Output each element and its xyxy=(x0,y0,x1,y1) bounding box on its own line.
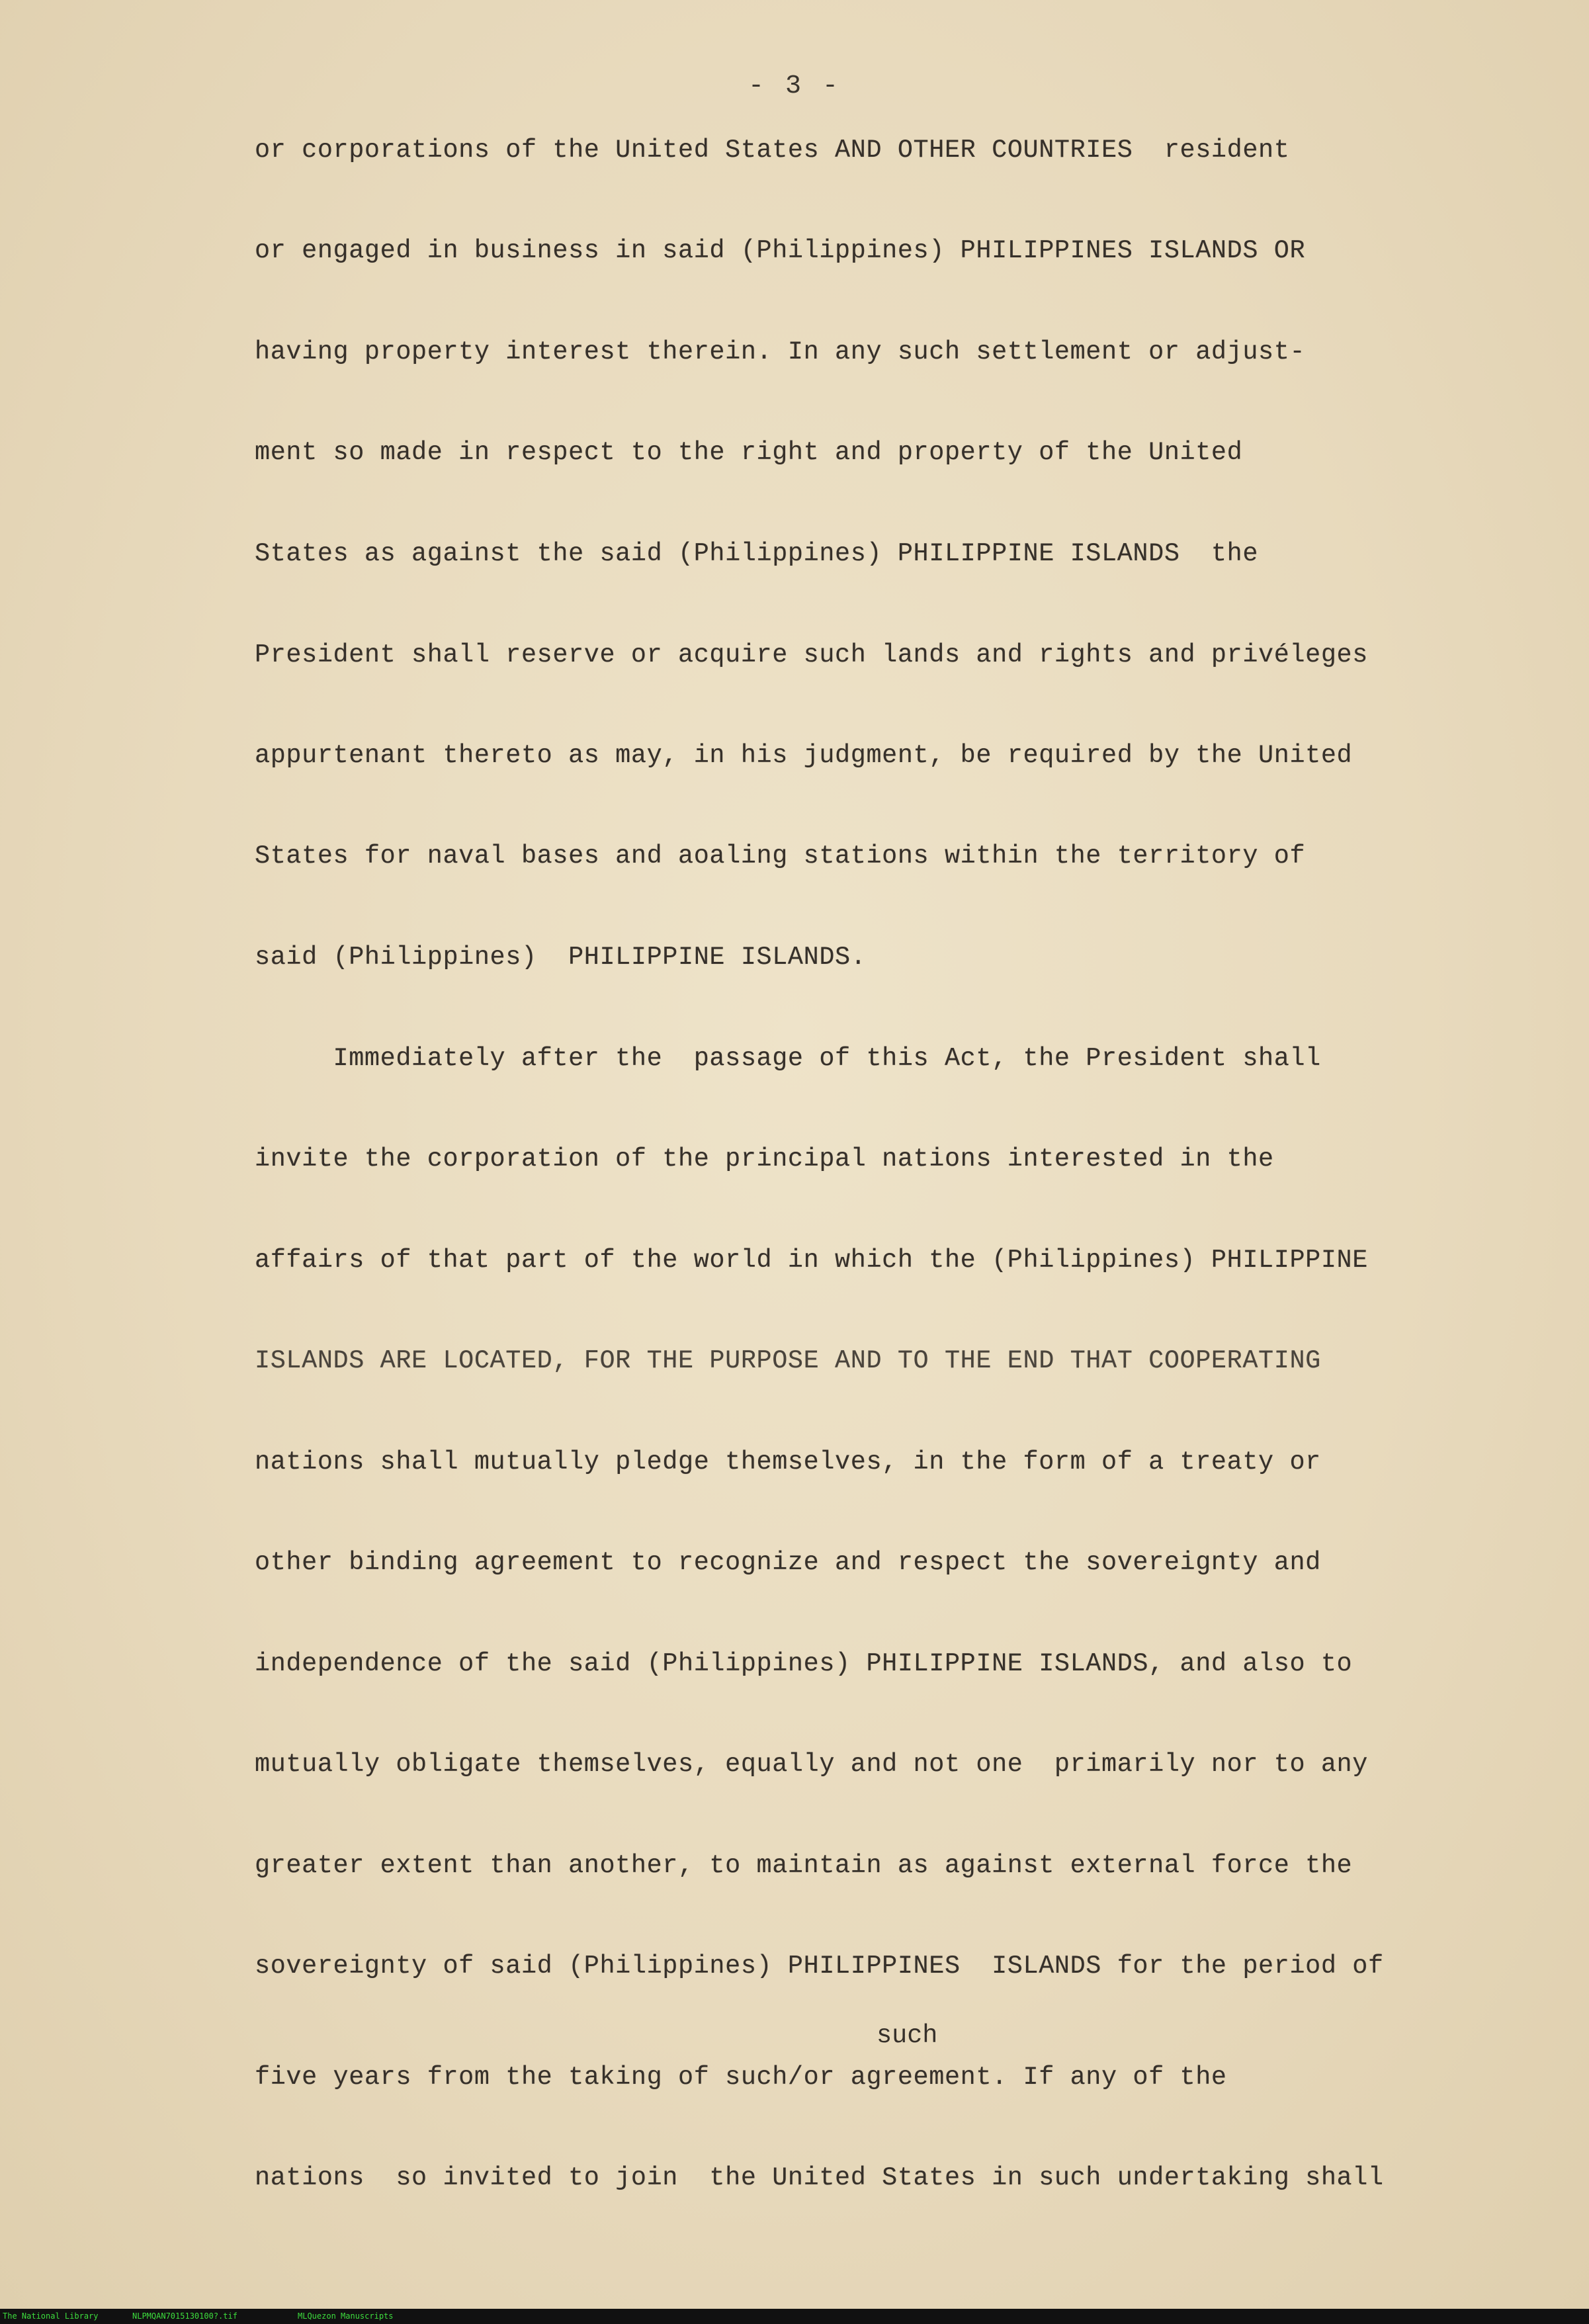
text-line: nations so invited to join the United States in such undertaking shall xyxy=(255,2163,1384,2192)
scan-footer-bar xyxy=(0,2309,1589,2324)
text-line: other binding agreement to recognize and respect the sovereignty and xyxy=(255,1548,1321,1577)
text-line: said (Philippines) PHILIPPINE ISLANDS. xyxy=(255,943,867,972)
text-line: having property interest therein. In any such settlement or adjust- xyxy=(255,337,1306,366)
text-line: appurtenant thereto as may, in his judgment, be required by the United xyxy=(255,741,1353,770)
interlinear-insertion: such xyxy=(877,2021,938,2050)
text-line: independence of the said (Philippines) PHILIPPINE ISLANDS, and also to xyxy=(255,1649,1353,1678)
text-line: five years from the taking of such/or agreement. If any of the xyxy=(255,2063,1227,2092)
text-line: ISLANDS ARE LOCATED, FOR THE PURPOSE AND TO THE END THAT COOPERATING xyxy=(255,1346,1321,1375)
text-line: sovereignty of said (Philippines) PHILIPPINES ISLANDS for the period of xyxy=(255,1952,1384,1981)
text-line: affairs of that part of the world in which the (Philippines) PHILIPPINE xyxy=(255,1246,1368,1275)
text-line: President shall reserve or acquire such lands and rights and privéleges xyxy=(255,640,1368,669)
text-line: nations shall mutually pledge themselves, in the form of a treaty or xyxy=(255,1447,1321,1477)
text-line: or engaged in business in said (Philippines) PHILIPPINES ISLANDS OR xyxy=(255,236,1306,265)
text-line: greater extent than another, to maintain as against external force the xyxy=(255,1851,1353,1880)
footer-collection: MLQuezon Manuscripts xyxy=(298,2311,394,2321)
text-line: Immediately after the passage of this Act, the President shall xyxy=(255,1044,1321,1073)
text-line: or corporations of the United States AND OTHER COUNTRIES resident xyxy=(255,136,1290,165)
text-line: States for naval bases and aoaling stations within the territory of xyxy=(255,841,1306,871)
text-line: States as against the said (Philippines) PHILIPPINE ISLANDS the xyxy=(255,539,1259,568)
text-line: invite the corporation of the principal nations interested in the xyxy=(255,1144,1274,1174)
footer-file-name: NLPMQAN7015130100?.tif xyxy=(132,2311,237,2321)
text-line: ment so made in respect to the right and property of the United xyxy=(255,438,1243,467)
footer-institution: The National Library xyxy=(3,2311,99,2321)
page-number: - 3 - xyxy=(748,71,841,101)
text-line: mutually obligate themselves, equally and not one primarily nor to any xyxy=(255,1750,1368,1779)
